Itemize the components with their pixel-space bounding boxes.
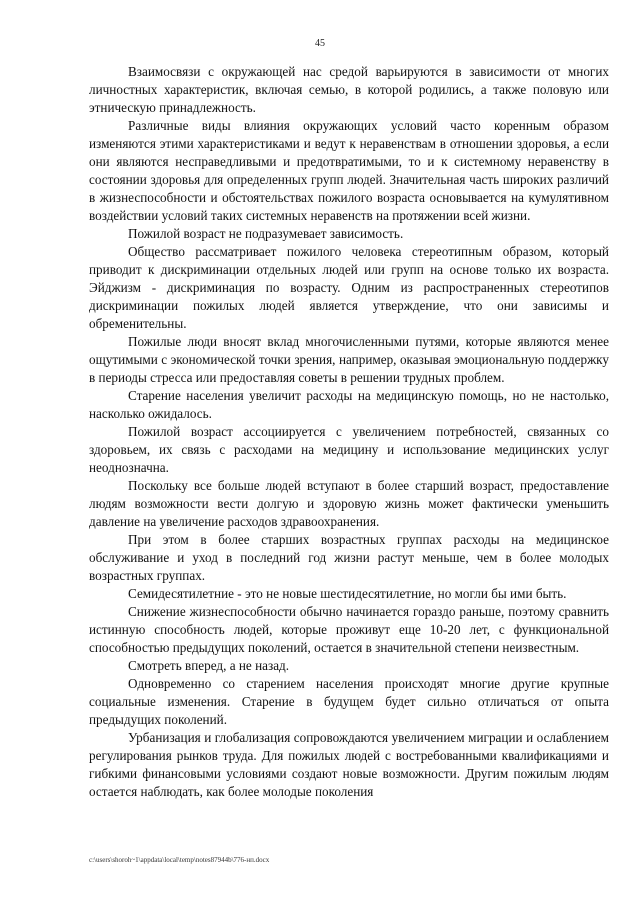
paragraph: Различные виды влияния окружающих условий часто коренным образом изменяются этими характеристиками и ведут к неравенствам в отношении здоровья, а если они являются несправедливыми и предотвратимыми, то и к системному неравенству в состоянии здоровья для определенных групп людей. Значительная часть широких различий в жизнеспособности и обстоятельствах пожилого возраста основывается на кумулятивном воздействии условий таких системных неравенств на протяжении всей жизни. [89,118,609,223]
page-number: 45 [315,38,325,49]
paragraph: Взаимосвязи с окружающей нас средой варьируются в зависимости от многих личностных характеристик, включая семью, в которой родились, а также половую или этническую принадлежность. [89,64,609,115]
paragraph: Урбанизация и глобализация сопровождаются увеличением миграции и ослаблением регулирования рынков труда. Для пожилых людей с востребованными квалификациями и гибкими финансовыми условиями создают новые возможности. Другим пожилым людям остается наблюдать, как более молодые поколения [89,730,609,799]
paragraph: Пожилой возраст не подразумевает зависимость. [128,226,404,241]
paragraph: При этом в более старших возрастных группах расходы на медицинское обслуживание и уход в последний год жизни растут меньше, чем в более молодых возрастных группах. [89,532,609,583]
paragraph: Старение населения увеличит расходы на медицинскую помощь, но не настолько, насколько ожидалось. [89,388,609,421]
paragraph: Смотреть вперед, а не назад. [128,658,290,673]
paragraph: Пожилой возраст ассоциируется с увеличением потребностей, связанных со здоровьем, их связь с расходами на медицину и использование медицинских услуг неоднозначна. [89,424,609,475]
paragraph: Поскольку все больше людей вступают в более старший возраст, предоставление людям возможности вести долгую и здоровую жизнь может фактически уменьшить давление на увеличение расходов здравоохранения. [89,478,609,529]
paragraph: Общество рассматривает пожилого человека стереотипным образом, который приводит к дискриминации отдельных людей или групп на основе только их возраста. Эйджизм - дискриминация по возрасту. Одним из распространенных стереотипов дискриминации пожилых людей является утверждение, что они зависимы и обременительны. [89,244,609,331]
footer-file-path: c:\users\shoroh~1\appdata\local\temp\notes87944b\776-нп.docx [89,856,270,864]
paragraph: Семидесятилетние - это не новые шестидесятилетние, но могли бы ими быть. [128,586,567,601]
paragraph: Пожилые люди вносят вклад многочисленными путями, которые являются менее ощутимыми с экономической точки зрения, например, оказывая эмоциональную поддержку в периоды стресса или предоставляя советы в решении трудных проблем. [89,334,609,385]
paragraph: Одновременно со старением населения происходят многие другие крупные социальные изменения. Старение в будущем будет сильно отличаться от опыта предыдущих поколений. [89,676,609,727]
paragraph: Снижение жизнеспособности обычно начинается гораздо раньше, поэтому сравнить истинную способность людей, которые проживут еще 10-20 лет, с функциональной способностью предыдущих поколений, остается в значительной степени неизвестным. [89,604,609,655]
document-body [89,63,609,801]
